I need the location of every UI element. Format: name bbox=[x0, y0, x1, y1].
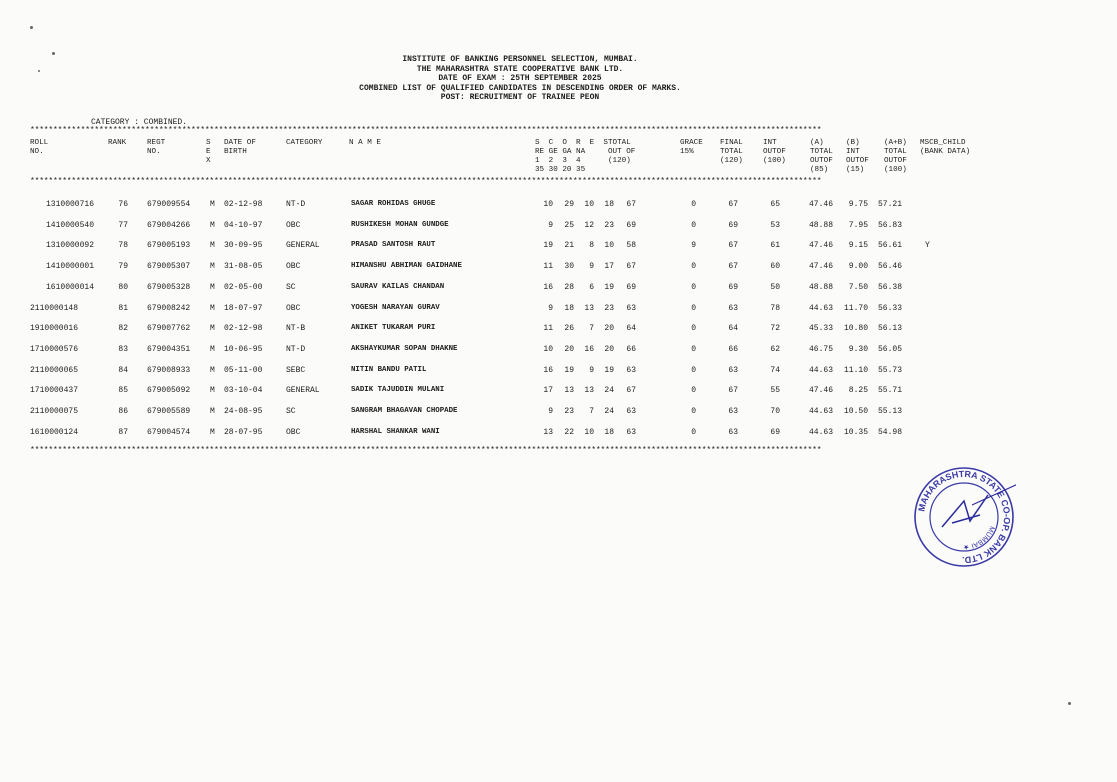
cell-sex: M bbox=[210, 241, 215, 251]
cell-regt: 679008242 bbox=[147, 303, 191, 313]
cell-final: 63 bbox=[728, 427, 738, 437]
cell-dob: 31-08-05 bbox=[224, 262, 263, 272]
cell-final: 67 bbox=[728, 241, 738, 251]
cell-sex: M bbox=[210, 407, 215, 416]
cell-roll: 1610000014 bbox=[46, 282, 95, 292]
cell-grace: 0 bbox=[691, 262, 696, 272]
cell-s1: 19 bbox=[543, 241, 553, 251]
cell-total: 63 bbox=[626, 427, 636, 437]
svg-text:MAHARASHTRA STATE CO-OP. BANK: MAHARASHTRA STATE CO-OP. BANK LTD. bbox=[916, 468, 1013, 566]
cell-ab: 56.83 bbox=[877, 220, 902, 230]
cell-a: 47.46 bbox=[808, 241, 833, 251]
cell-dob: 03-10-04 bbox=[224, 386, 263, 396]
cell-a: 47.46 bbox=[808, 200, 833, 209]
cell-s2: 19 bbox=[564, 365, 574, 375]
cell-a: 48.88 bbox=[808, 220, 833, 230]
cell-category: SC bbox=[286, 407, 296, 416]
cell-b: 9.15 bbox=[848, 241, 868, 251]
col-name: N A M E bbox=[349, 139, 381, 147]
cell-rank: 82 bbox=[118, 324, 128, 334]
cell-s2: 26 bbox=[564, 324, 574, 334]
cell-ab: 56.33 bbox=[877, 303, 902, 313]
cell-s3: 7 bbox=[589, 407, 594, 416]
cell-s2: 13 bbox=[564, 386, 574, 396]
cell-s1: 10 bbox=[543, 344, 553, 354]
cell-s3: 6 bbox=[589, 282, 594, 292]
cell-regt: 679009554 bbox=[147, 200, 191, 209]
cell-grace: 0 bbox=[691, 220, 696, 230]
cell-b: 11.70 bbox=[843, 303, 868, 313]
table-row bbox=[0, 366, 1117, 386]
cell-b: 10.35 bbox=[843, 427, 868, 437]
cell-name: AKSHAYKUMAR SOPAN DHAKNE bbox=[351, 344, 458, 353]
cell-b: 9.75 bbox=[848, 200, 868, 209]
cell-b: 7.95 bbox=[848, 220, 868, 230]
cell-s4: 18 bbox=[604, 200, 614, 209]
cell-regt: 679008933 bbox=[147, 365, 191, 375]
cell-b: 7.50 bbox=[848, 282, 868, 292]
header-line-3: DATE OF EXAM : 25TH SEPTEMBER 2025 bbox=[438, 74, 602, 83]
cell-total: 64 bbox=[626, 324, 636, 334]
col-int: INT OUTOF (100) bbox=[763, 139, 786, 165]
cell-regt: 679005307 bbox=[147, 262, 191, 272]
cell-s3: 12 bbox=[584, 220, 594, 230]
scan-speck bbox=[52, 52, 55, 55]
cell-dob: 05-11-00 bbox=[224, 365, 263, 375]
cell-roll: 1410000540 bbox=[46, 220, 95, 230]
cell-s3: 13 bbox=[584, 386, 594, 396]
cell-int: 62 bbox=[770, 344, 780, 354]
cell-final: 69 bbox=[728, 282, 738, 292]
cell-ab: 54.98 bbox=[877, 427, 902, 437]
cell-total: 67 bbox=[626, 262, 636, 272]
cell-ab: 56.38 bbox=[877, 282, 902, 292]
header-line-2: THE MAHARASHTRA STATE COOPERATIVE BANK LTD. bbox=[416, 64, 624, 74]
cell-ab: 56.13 bbox=[877, 324, 902, 334]
cell-s4: 18 bbox=[604, 427, 614, 437]
cell-roll: 1610000124 bbox=[30, 427, 79, 437]
cell-name: HIMANSHU ABHIMAN GAIDHANE bbox=[351, 262, 462, 271]
cell-b: 10.50 bbox=[843, 407, 868, 416]
cell-rank: 78 bbox=[118, 241, 128, 251]
cell-int: 55 bbox=[770, 386, 780, 396]
cell-category: NT-D bbox=[286, 344, 306, 354]
cell-category: GENERAL bbox=[286, 386, 320, 396]
divider-bottom: **************************************************************************************************************************************************************************** bbox=[30, 446, 822, 455]
cell-name: PRASAD SANTOSH RAUT bbox=[351, 241, 436, 250]
table-row bbox=[0, 221, 1117, 241]
col-b: (B) INT OUTOF (15) bbox=[846, 139, 869, 174]
document-header bbox=[0, 55, 1040, 103]
header-line-4: COMBINED LIST OF QUALIFIED CANDIDATES IN DESCENDING ORDER OF MARKS. bbox=[359, 83, 681, 93]
cell-name: YOGESH NARAYAN GURAV bbox=[351, 303, 440, 312]
cell-ab: 56.46 bbox=[877, 262, 902, 272]
cell-roll: 1410000001 bbox=[46, 262, 95, 272]
col-regt: REGT NO. bbox=[147, 139, 166, 156]
table-row bbox=[0, 324, 1117, 344]
col-a: (A) TOTAL OUTOF (85) bbox=[810, 139, 833, 174]
cell-a: 44.63 bbox=[808, 407, 833, 416]
table-row bbox=[0, 262, 1117, 282]
cell-sex: M bbox=[210, 220, 215, 230]
cell-name: SAURAV KAILAS CHANDAN bbox=[351, 282, 445, 291]
table-row bbox=[0, 304, 1117, 324]
category-label: CATEGORY : COMBINED. bbox=[91, 118, 188, 127]
cell-s1: 10 bbox=[543, 200, 553, 209]
cell-a: 47.46 bbox=[808, 262, 833, 272]
cell-grace: 0 bbox=[691, 303, 696, 313]
cell-a: 45.33 bbox=[808, 324, 833, 334]
cell-grace: 0 bbox=[691, 200, 696, 209]
cell-rank: 85 bbox=[118, 386, 128, 396]
cell-dob: 28-07-95 bbox=[224, 427, 263, 437]
cell-s1: 9 bbox=[548, 407, 553, 416]
cell-name: HARSHAL SHANKAR WANI bbox=[351, 427, 440, 436]
cell-grace: 0 bbox=[691, 282, 696, 292]
cell-mscb: Y bbox=[925, 241, 930, 251]
cell-s1: 17 bbox=[543, 386, 553, 396]
cell-s3: 7 bbox=[589, 324, 594, 334]
cell-dob: 24-08-95 bbox=[224, 407, 263, 416]
col-grace: GRACE 15% bbox=[680, 139, 703, 156]
cell-final: 63 bbox=[728, 365, 738, 375]
cell-regt: 679005328 bbox=[147, 282, 191, 292]
cell-sex: M bbox=[210, 282, 215, 292]
cell-sex: M bbox=[210, 344, 215, 354]
cell-category: OBC bbox=[286, 427, 301, 437]
cell-name: SANGRAM BHAGAVAN CHOPADE bbox=[351, 407, 458, 415]
cell-dob: 10-06-95 bbox=[224, 344, 263, 354]
cell-grace: 9 bbox=[691, 241, 696, 251]
cell-total: 63 bbox=[626, 303, 636, 313]
bank-seal-stamp bbox=[912, 465, 1016, 569]
col-ab: (A+B) TOTAL OUTOF (100) bbox=[884, 139, 907, 174]
cell-roll: 2110000148 bbox=[30, 303, 79, 313]
cell-sex: M bbox=[210, 200, 215, 209]
cell-total: 58 bbox=[626, 241, 636, 251]
cell-name: ANIKET TUKARAM PURI bbox=[351, 324, 436, 333]
col-final: FINAL TOTAL (120) bbox=[720, 139, 743, 165]
cell-sex: M bbox=[210, 386, 215, 396]
cell-roll: 2110000065 bbox=[30, 365, 79, 375]
cell-int: 65 bbox=[770, 200, 780, 209]
cell-sex: M bbox=[210, 303, 215, 313]
cell-regt: 679007762 bbox=[147, 324, 191, 334]
cell-s1: 13 bbox=[543, 427, 553, 437]
cell-s1: 9 bbox=[548, 303, 553, 313]
cell-grace: 0 bbox=[691, 407, 696, 416]
cell-s4: 10 bbox=[604, 241, 614, 251]
cell-s2: 30 bbox=[564, 262, 574, 272]
cell-s3: 8 bbox=[589, 241, 594, 251]
cell-s3: 9 bbox=[589, 262, 594, 272]
table-row bbox=[0, 345, 1117, 365]
cell-regt: 679005092 bbox=[147, 386, 191, 396]
cell-final: 66 bbox=[728, 344, 738, 354]
cell-b: 11.10 bbox=[843, 365, 868, 375]
table-row bbox=[0, 241, 1117, 261]
cell-final: 69 bbox=[728, 220, 738, 230]
cell-s2: 21 bbox=[564, 241, 574, 251]
cell-total: 69 bbox=[626, 220, 636, 230]
cell-total: 69 bbox=[626, 282, 636, 292]
cell-sex: M bbox=[210, 324, 215, 334]
cell-final: 63 bbox=[728, 303, 738, 313]
cell-s3: 16 bbox=[584, 344, 594, 354]
cell-s4: 23 bbox=[604, 303, 614, 313]
cell-total: 67 bbox=[626, 386, 636, 396]
cell-s4: 24 bbox=[604, 386, 614, 396]
cell-ab: 56.61 bbox=[877, 241, 902, 251]
cell-s4: 20 bbox=[604, 344, 614, 354]
cell-b: 10.80 bbox=[843, 324, 868, 334]
cell-int: 61 bbox=[770, 241, 780, 251]
cell-rank: 77 bbox=[118, 220, 128, 230]
cell-category: OBC bbox=[286, 220, 301, 230]
cell-sex: M bbox=[210, 262, 215, 272]
cell-dob: 02-12-98 bbox=[224, 200, 263, 209]
table-row bbox=[0, 407, 1117, 427]
cell-b: 8.25 bbox=[848, 386, 868, 396]
scan-speck bbox=[30, 26, 33, 29]
table-row bbox=[0, 200, 1117, 220]
cell-final: 63 bbox=[728, 407, 738, 416]
cell-s2: 20 bbox=[564, 344, 574, 354]
cell-s4: 23 bbox=[604, 220, 614, 230]
cell-roll: 1310000716 bbox=[46, 200, 95, 209]
cell-s2: 29 bbox=[564, 200, 574, 209]
cell-grace: 0 bbox=[691, 344, 696, 354]
cell-total: 63 bbox=[626, 407, 636, 416]
cell-sex: M bbox=[210, 365, 215, 375]
cell-s1: 11 bbox=[543, 262, 553, 272]
cell-a: 44.63 bbox=[808, 427, 833, 437]
cell-name: SADIK TAJUDDIN MULANI bbox=[351, 386, 445, 395]
table-row bbox=[0, 386, 1117, 406]
cell-ab: 55.13 bbox=[877, 407, 902, 416]
scan-speck bbox=[1068, 702, 1071, 705]
cell-dob: 04-10-97 bbox=[224, 220, 263, 230]
cell-rank: 84 bbox=[118, 365, 128, 375]
scan-speck bbox=[38, 70, 40, 72]
col-total: TOTAL OUT OF (120) bbox=[608, 139, 636, 165]
cell-grace: 0 bbox=[691, 365, 696, 375]
cell-s2: 23 bbox=[564, 407, 574, 416]
cell-rank: 79 bbox=[118, 262, 128, 272]
cell-sex: M bbox=[210, 427, 215, 437]
cell-name: SAGAR ROHIDAS GHUGE bbox=[351, 200, 436, 208]
col-sex: S E X bbox=[206, 139, 211, 165]
cell-rank: 76 bbox=[118, 200, 128, 209]
cell-s4: 19 bbox=[604, 365, 614, 375]
cell-regt: 679005193 bbox=[147, 241, 191, 251]
cell-s3: 9 bbox=[589, 365, 594, 375]
cell-s2: 25 bbox=[564, 220, 574, 230]
cell-final: 67 bbox=[728, 200, 738, 209]
cell-ab: 56.05 bbox=[877, 344, 902, 354]
cell-category: SC bbox=[286, 282, 296, 292]
col-roll: ROLL NO. bbox=[30, 139, 49, 156]
cell-roll: 1710000576 bbox=[30, 344, 79, 354]
col-mscb: MSCB_CHILD (BANK DATA) bbox=[920, 139, 971, 156]
cell-ab: 55.73 bbox=[877, 365, 902, 375]
col-scores: S C O R E S RE GE GA NA 1 2 3 4 35 30 20 35 bbox=[535, 139, 608, 174]
cell-s1: 16 bbox=[543, 365, 553, 375]
cell-s4: 17 bbox=[604, 262, 614, 272]
cell-s4: 24 bbox=[604, 407, 614, 416]
cell-dob: 02-05-00 bbox=[224, 282, 263, 292]
cell-s3: 10 bbox=[584, 427, 594, 437]
cell-final: 67 bbox=[728, 386, 738, 396]
cell-s2: 22 bbox=[564, 427, 574, 437]
cell-regt: 679004266 bbox=[147, 220, 191, 230]
cell-s1: 16 bbox=[543, 282, 553, 292]
cell-grace: 0 bbox=[691, 386, 696, 396]
cell-int: 78 bbox=[770, 303, 780, 313]
cell-s1: 9 bbox=[548, 220, 553, 230]
cell-category: NT-D bbox=[286, 200, 306, 209]
cell-final: 64 bbox=[728, 324, 738, 334]
cell-regt: 679004574 bbox=[147, 427, 191, 437]
cell-int: 53 bbox=[770, 220, 780, 230]
col-rank: RANK bbox=[108, 139, 127, 147]
table-row bbox=[0, 283, 1117, 303]
cell-int: 69 bbox=[770, 427, 780, 437]
cell-regt: 679004351 bbox=[147, 344, 191, 354]
cell-b: 9.00 bbox=[848, 262, 868, 272]
cell-a: 46.75 bbox=[808, 344, 833, 354]
cell-s1: 11 bbox=[543, 324, 553, 334]
cell-category: NT-B bbox=[286, 324, 306, 334]
cell-rank: 86 bbox=[118, 407, 128, 416]
cell-category: GENERAL bbox=[286, 241, 320, 251]
cell-total: 66 bbox=[626, 344, 636, 354]
divider-header: **************************************************************************************************************************************************************************** bbox=[30, 177, 822, 186]
cell-category: OBC bbox=[286, 303, 301, 313]
cell-category: SEBC bbox=[286, 365, 306, 375]
cell-a: 44.63 bbox=[808, 303, 833, 313]
cell-ab: 55.71 bbox=[877, 386, 902, 396]
cell-roll: 1710000437 bbox=[30, 386, 79, 396]
cell-name: NITIN BANDU PATIL bbox=[351, 365, 427, 374]
cell-grace: 0 bbox=[691, 324, 696, 334]
cell-s3: 10 bbox=[584, 200, 594, 209]
divider-top: **************************************************************************************************************************************************************************** bbox=[30, 126, 822, 135]
cell-rank: 81 bbox=[118, 303, 128, 313]
cell-int: 70 bbox=[770, 407, 780, 416]
cell-s4: 19 bbox=[604, 282, 614, 292]
cell-dob: 02-12-98 bbox=[224, 324, 263, 334]
header-line-1: INSTITUTE OF BANKING PERSONNEL SELECTION, MUMBAI. bbox=[402, 55, 638, 64]
cell-s4: 20 bbox=[604, 324, 614, 334]
header-line-5: POST: RECRUITMENT OF TRAINEE PEON bbox=[440, 93, 600, 102]
cell-int: 60 bbox=[770, 262, 780, 272]
cell-total: 63 bbox=[626, 365, 636, 375]
cell-b: 9.30 bbox=[848, 344, 868, 354]
cell-roll: 2110000075 bbox=[30, 407, 79, 416]
cell-s3: 13 bbox=[584, 303, 594, 313]
cell-roll: 1310000092 bbox=[46, 241, 95, 251]
cell-dob: 18-07-97 bbox=[224, 303, 263, 313]
table-row bbox=[0, 428, 1117, 448]
col-category: CATEGORY bbox=[286, 139, 323, 147]
cell-int: 50 bbox=[770, 282, 780, 292]
cell-int: 74 bbox=[770, 365, 780, 375]
cell-rank: 80 bbox=[118, 282, 128, 292]
cell-dob: 30-09-95 bbox=[224, 241, 263, 251]
cell-rank: 83 bbox=[118, 344, 128, 354]
cell-a: 44.63 bbox=[808, 365, 833, 375]
cell-s2: 18 bbox=[564, 303, 574, 313]
cell-name: RUSHIKESH MOHAN GUNDGE bbox=[351, 220, 449, 229]
cell-roll: 1910000016 bbox=[30, 324, 79, 334]
cell-a: 48.88 bbox=[808, 282, 833, 292]
svg-text:MUMBAI ★: MUMBAI ★ bbox=[962, 524, 996, 551]
cell-total: 67 bbox=[626, 200, 636, 209]
cell-regt: 679005589 bbox=[147, 407, 191, 416]
cell-a: 47.46 bbox=[808, 386, 833, 396]
cell-grace: 0 bbox=[691, 427, 696, 437]
cell-ab: 57.21 bbox=[877, 200, 902, 209]
cell-rank: 87 bbox=[118, 427, 128, 437]
cell-final: 67 bbox=[728, 262, 738, 272]
cell-int: 72 bbox=[770, 324, 780, 334]
cell-s2: 28 bbox=[564, 282, 574, 292]
col-dob: DATE OF BIRTH bbox=[224, 139, 256, 156]
cell-category: OBC bbox=[286, 262, 301, 272]
